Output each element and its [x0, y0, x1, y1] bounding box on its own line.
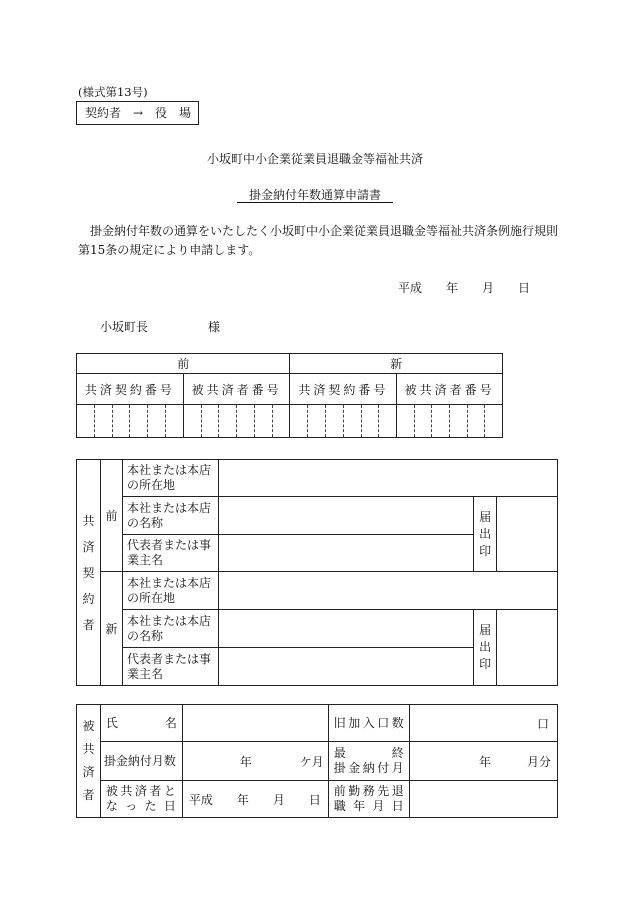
before-seal-label: 届出印: [474, 497, 497, 572]
contractor-after-label: 新: [100, 572, 122, 686]
before-company-name-label: 本社または本店の名称: [122, 497, 218, 535]
old-count-label: 旧加入口数: [328, 705, 409, 742]
before-contract-no-header: 共済契約番号: [77, 374, 184, 405]
last-payment-label: 最 終掛金納付月: [328, 742, 409, 781]
before-representative-field[interactable]: [218, 535, 473, 572]
after-address-label: 本社または本店の所在地: [122, 572, 218, 610]
last-payment-value: 年 月分: [478, 754, 551, 769]
after-insured-no-header: 被共済者番号: [397, 374, 503, 405]
before-address-field[interactable]: [218, 460, 557, 497]
old-count-unit: 口: [536, 716, 549, 731]
before-insured-no-field[interactable]: [183, 405, 290, 438]
months-label: 掛金納付月数: [100, 742, 182, 781]
after-address-field[interactable]: [218, 572, 557, 610]
after-representative-field[interactable]: [218, 648, 473, 686]
number-table: [76, 353, 503, 438]
after-company-name-field[interactable]: [218, 610, 473, 648]
became-insured-field[interactable]: [182, 781, 328, 818]
became-insured-value: 平成 年 月 日: [188, 792, 321, 807]
route-box: 契約者 → 役 場: [76, 101, 199, 125]
after-representative-label: 代表者または事業主名: [122, 648, 218, 686]
before-representative-label: 代表者または事業主名: [122, 535, 218, 572]
before-contract-no-field[interactable]: [77, 405, 184, 438]
contractor-table: [76, 459, 558, 686]
after-company-name-label: 本社または本店の名称: [122, 610, 218, 648]
became-insured-label: 被共済者となった日: [100, 781, 182, 818]
contractor-group-label: 共済契約者: [77, 460, 101, 686]
insured-table: [76, 704, 558, 818]
after-seal-label: 届出印: [474, 610, 497, 686]
after-header: 新: [290, 354, 503, 374]
prev-employer-field[interactable]: [409, 781, 557, 818]
old-count-field[interactable]: [409, 705, 557, 742]
months-value: 年 ケ月: [239, 754, 324, 769]
last-payment-field[interactable]: [409, 742, 557, 781]
before-seal-field[interactable]: [497, 497, 558, 572]
insured-group-label: 被共済者: [77, 705, 101, 818]
application-paragraph: 掛金納付年数の通算をいたしたく小坂町中小企業従業員退職金等福祉共済条例施行規則第15条の規定により申請します。: [78, 224, 559, 257]
form-title: [0, 186, 630, 203]
months-field[interactable]: [182, 742, 328, 781]
application-date: 平成 年 月 日: [398, 281, 531, 295]
after-contract-no-header: 共済契約番号: [290, 374, 397, 405]
after-seal-field[interactable]: [497, 610, 558, 686]
before-company-name-field[interactable]: [218, 497, 473, 535]
after-contract-no-field[interactable]: [290, 405, 397, 438]
contractor-before-label: 前: [100, 460, 122, 572]
form-number: (様式第13号): [78, 85, 148, 99]
before-address-label: 本社または本店の所在地: [122, 460, 218, 497]
addressee: 小坂町長 様: [100, 320, 221, 334]
after-insured-no-field[interactable]: [397, 405, 503, 438]
before-header: 前: [77, 354, 290, 374]
form-title-text: 掛金納付年数通算申請書: [236, 188, 393, 202]
organization-name: 小坂町中小企業従業員退職金等福祉共済: [206, 152, 423, 166]
before-insured-no-header: 被共済者番号: [183, 374, 290, 405]
name-field[interactable]: [182, 705, 328, 742]
name-label: 氏 名: [100, 705, 182, 742]
prev-employer-label: 前勤務先退職年月日: [328, 781, 409, 818]
